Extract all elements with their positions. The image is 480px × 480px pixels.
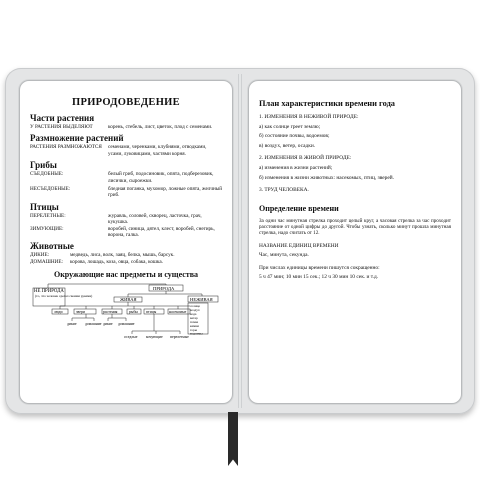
node-bird-nomadic: кочующие (146, 335, 163, 340)
row-value: корень, стебель, лист, цветок, плод с семенами. (108, 124, 213, 130)
section-plant-reproduction (30, 133, 222, 157)
node-plant-wild: дикие (67, 322, 77, 327)
row-key: СЪЕДОБНЫЕ: (30, 171, 64, 178)
info-row (30, 226, 222, 239)
node-bird-sedentary: оседлые (124, 335, 138, 340)
plan-item: а) изменения в жизни растений; (259, 164, 333, 171)
info-row (30, 144, 222, 157)
plan-item: 2. ИЗМЕНЕНИЯ В ЖИВОЙ ПРИРОДЕ: (259, 155, 352, 162)
row-value: воробей, синица, дятел, клест, воробей, снегирь, ворона, галка. (108, 225, 215, 239)
diagram-title: Окружающие нас предметы и существа (53, 270, 199, 280)
units-heading: НАЗВАНИЕ ЕДИНИЦ ВРЕМЕНИ (259, 242, 339, 249)
info-row (30, 171, 222, 184)
node-nature: ПРИРОДА (153, 286, 175, 292)
section-heading: Птицы (30, 201, 59, 212)
row-key: ЗИМУЮЩИЕ: (30, 225, 64, 232)
nonliving-item: камни (190, 324, 199, 329)
plan-item: а) как солнце греет землю; (259, 123, 321, 130)
row-value: корова, лошадь, коза, овца, собака, кошка. (70, 258, 163, 265)
node-beasts: звери (76, 310, 85, 315)
left-page-title: ПРИРОДОВЕДЕНИЕ (72, 97, 180, 108)
nonliving-item: горы (190, 328, 197, 333)
units-list: Час, минута, секунда. (259, 252, 309, 259)
row-key: У РАСТЕНИЯ ВЫДЕЛЯЮТ (30, 124, 93, 130)
row-value: белый гриб, подосиновик, опята, подберезовик, лисички, сыроежки. (108, 171, 214, 184)
plan-item: в) воздух, ветер, осадки. (259, 142, 316, 149)
node-not-nature-note: (то, что человек сделал своими руками) (35, 294, 93, 299)
section-plant-parts (30, 113, 222, 130)
section-mushrooms (30, 160, 222, 199)
nonliving-item: вода (190, 312, 197, 317)
nonliving-item: солнце (190, 304, 200, 309)
node-people: люди (54, 310, 63, 315)
bookmark-ribbon (228, 412, 238, 466)
row-key: ДИКИЕ: (30, 252, 50, 259)
nonliving-item: ветер (190, 316, 198, 321)
nonliving-item: воздух (190, 308, 200, 313)
node-not-nature: НЕ ПРИРОДА (34, 289, 64, 295)
section-birds (30, 202, 222, 239)
node-fish: рыбы (129, 310, 138, 315)
notebook-cover (5, 68, 475, 414)
info-row (30, 186, 222, 199)
row-value: медведь, лиса, волк, заяц, белка, мышь, барсук. (70, 252, 175, 259)
node-insects: насекомые (169, 310, 187, 315)
node-birds: птицы (146, 310, 157, 315)
info-row (30, 213, 222, 226)
node-living: ЖИВАЯ (120, 297, 137, 303)
node-bird-migratory: перелетные (170, 335, 189, 340)
node-plants: растения (103, 310, 118, 315)
section-animals (30, 241, 222, 265)
section-heading: Животные (30, 241, 74, 252)
row-key: РАСТЕНИЯ РАЗМНОЖАЮТСЯ (30, 144, 102, 151)
row-value: семенами, черенками, клубнями, отводками, усами, луковицами, частями корня. (108, 144, 207, 157)
right-page-title: План характеристики времени года (259, 99, 395, 108)
node-animal-wild: дикие (103, 322, 113, 327)
row-value: журавль, соловей, скворец, ласточка, грач, кукушка. (108, 212, 202, 226)
time-paragraph: За одни час минутная стрелка проходит целый круг, а часовая стрелка за час проходит расстояние от одной цифры до другой. Чтобы узнать, сколько минут прошла минутная стрелка, надо считать от 12. (259, 217, 451, 237)
row-value: бледная поганка, мухомор, ложные опята, желчный гриб. (108, 186, 223, 199)
abbrev-heading: При числах единицы времени пишутся сокращенно: (259, 264, 380, 271)
nature-diagram (30, 281, 222, 353)
row-key: ПЕРЕЛЕТНЫЕ: (30, 212, 66, 219)
left-page (19, 80, 233, 404)
info-row (30, 259, 222, 265)
plan-item: 3. ТРУД ЧЕЛОВЕКА. (259, 187, 309, 194)
abbrev-example: 5 ч 47 мин; 10 мин 15 сек.; 12 ч 30 мин 10 сек. и т.д. (259, 274, 379, 281)
row-key: ДОМАШНИЕ: (30, 258, 63, 265)
right-page (248, 80, 462, 404)
node-animal-domestic: домашние (118, 322, 135, 327)
notebook-spine (238, 74, 242, 408)
node-plant-domestic: домашние (85, 322, 102, 327)
time-section-title: Определение времени (259, 203, 339, 213)
node-nonliving: НЕЖИВАЯ (190, 297, 213, 303)
nonliving-item: почва (190, 320, 199, 325)
section-heading: Размножение растений (30, 133, 124, 144)
plan-item: б) изменения в жизни животных: насекомых, птиц, зверей. (259, 174, 394, 181)
row-key: НЕСЪЕДОБНЫЕ: (30, 186, 71, 193)
info-row (30, 124, 222, 130)
nonliving-item: водоемы (190, 331, 203, 336)
plan-item: 1. ИЗМЕНЕНИЯ В НЕЖИВОЙ ПРИРОДЕ: (259, 114, 359, 120)
section-heading: Части растения (30, 113, 95, 123)
section-heading: Грибы (30, 160, 57, 171)
plan-item: б) состояние почвы, водоемов; (259, 133, 330, 140)
